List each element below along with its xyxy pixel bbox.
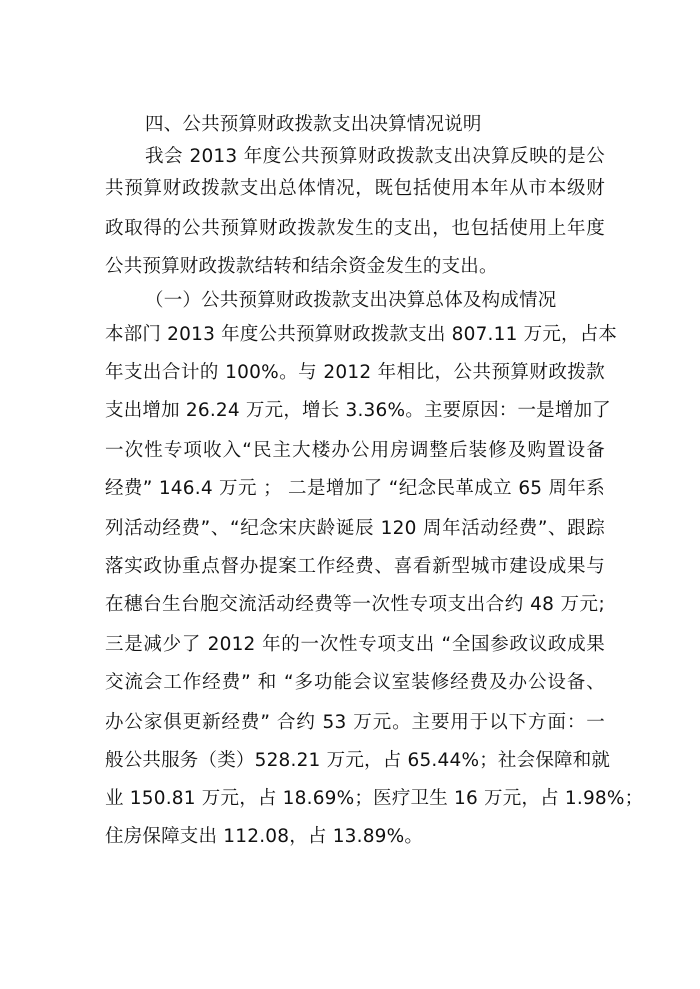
paragraph-line: 政取得的公共预算财政拨款发生的支出，也包括使用上年度 [105, 218, 605, 239]
paragraph-line: 经费” 146.4 万元 ； 二是增加了 “纪念民革成立 65 周年系 [105, 478, 605, 499]
paragraph-line: 我会 2013 年度公共预算财政拨款支出决算反映的是公 [145, 146, 605, 167]
paragraph-line: 一次性专项收入“民主大楼办公用房调整后装修及购置设备 [105, 440, 605, 461]
paragraph-line: 共预算财政拨款支出总体情况，既包括使用本年从市本级财 [105, 178, 605, 199]
paragraph-line: 交流会工作经费” 和 “多功能会议室装修经费及办公设备、 [105, 672, 605, 693]
paragraph-line: 般公共服务（类）528.21 万元，占 65.44%；社会保障和就 [105, 750, 611, 771]
paragraph-line: 业 150.81 万元，占 18.69%；医疗卫生 16 万元，占 1.98%； [105, 788, 644, 809]
paragraph-line: 三是减少了 2012 年的一次性专项支出 “全国参政议政成果 [105, 634, 605, 655]
paragraph-line: 办公家俱更新经费” 合约 53 万元。主要用于以下方面：一 [105, 712, 605, 733]
paragraph-line: 支出增加 26.24 万元，增长 3.36%。主要原因：一是增加了 [105, 400, 611, 421]
subsection-heading: （一）公共预算财政拨款支出决算总体及构成情况 [145, 290, 557, 311]
paragraph-line: 公共预算财政拨款结转和结余资金发生的支出。 [105, 256, 498, 277]
paragraph-line: 落实政协重点督办提案工作经费、喜看新型城市建设成果与 [105, 556, 605, 577]
paragraph-line: 本部门 2013 年度公共预算财政拨款支出 807.11 万元，占本 [105, 324, 618, 345]
paragraph-line: 列活动经费”、“纪念宋庆龄诞辰 120 周年活动经费”、跟踪 [105, 518, 605, 539]
section-heading: 四、公共预算财政拨款支出决算情况说明 [145, 114, 482, 135]
paragraph-line: 年支出合计的 100%。与 2012 年相比，公共预算财政拨款 [105, 362, 605, 383]
paragraph-line: 在穗台生台胞交流活动经费等一次性专项支出合约 48 万元; [105, 594, 605, 615]
paragraph-line: 住房保障支出 112.08，占 13.89%。 [105, 826, 424, 847]
